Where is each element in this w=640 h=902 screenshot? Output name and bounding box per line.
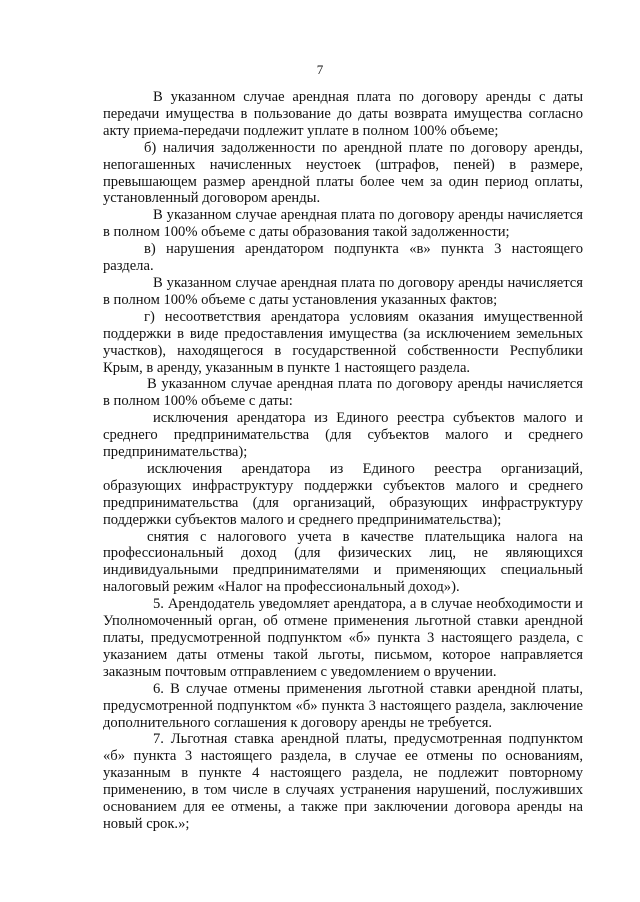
paragraph-clause-v-violation: в) нарушения арендатором подпункта «в» пункта 3 настоящего раздела. [103,241,583,275]
paragraph-rent-payment-full-volume: В указанном случае арендная плата по договору аренды с даты передачи имущества в пользование до даты возврата имущества согласно акту приема-передачи подлежит уплате в полном 100% объеме; [103,89,583,139]
paragraph-rent-from-dates: В указанном случае арендная плата по договору аренды начисляется в полном 100% объеме с даты: [103,376,583,410]
paragraph-item-5-notification: 5. Арендодатель уведомляет арендатора, а в случае необходимости и Уполномоченный орган, об отмене применения льготной ставки арендной платы, предусмотренной подпунктом «б» пункта 3 настоящего раздела, с указанием даты отмены такой льготы, письмом, которое направляется заказным почтовым отправлением с уведомлением о вручении. [103,596,583,680]
paragraph-rent-from-facts-date: В указанном случае арендная плата по договору аренды начисляется в полном 100% объеме с даты установления указанных фактов; [103,274,583,308]
paragraph-clause-b-debt: б) наличия задолженности по арендной плате по договору аренды, непогашенных начисленных неустоек (штрафов, пеней) в размере, превышающем размер арендной платы более чем за один период оплаты, установленный договором аренды. [103,139,583,207]
document-body [103,89,583,833]
paragraph-exclusion-infrastructure-registry: исключения арендатора из Единого реестра организаций, образующих инфраструктуру поддержки субъектов малого и среднего предпринимательства (для организаций, образующих инфраструктуру поддержки субъектов малого и среднего предпринимательства); [103,460,583,528]
paragraph-rent-from-debt-date: В указанном случае арендная плата по договору аренды начисляется в полном 100% объеме с даты образования такой задолженности; [103,207,583,241]
paragraph-item-7-no-reapplication: 7. Льготная ставка арендной платы, предусмотренная подпунктом «б» пункта 3 настоящего раздела, в случае ее отмены по основаниям, указанным в пункте 4 настоящего раздела, не подлежит повторному применению, в том числе в случаях устранения нарушений, послуживших основанием для ее отмены, а также при заключении договора аренды на новый срок.»; [103,731,583,832]
page-number: 7 [316,62,324,77]
paragraph-item-6-no-agreement: 6. В случае отмены применения льготной ставки арендной платы, предусмотренной подпунктом «б» пункта 3 настоящего раздела, заключение дополнительного соглашения к договору аренды не требуется. [103,680,583,731]
paragraph-clause-g-nonconformity: г) несоответствия арендатора условиям оказания имущественной поддержки в виде предоставления имущества (за исключением земельных участков), находящегося в государственной собственности Республики Крым, в аренду, указанным в пункте 1 настоящего раздела. [103,308,583,376]
paragraph-tax-deregistration: снятия с налогового учета в качестве плательщика налога на профессиональный доход (для физических лиц, не являющихся индивидуальными предпринимателями и применяющих специальный налоговый режим «Налог на профессиональный доход»). [103,528,583,596]
paragraph-exclusion-sme-registry: исключения арендатора из Единого реестра субъектов малого и среднего предпринимательства (для субъектов малого и среднего предпринимательства); [103,410,583,461]
